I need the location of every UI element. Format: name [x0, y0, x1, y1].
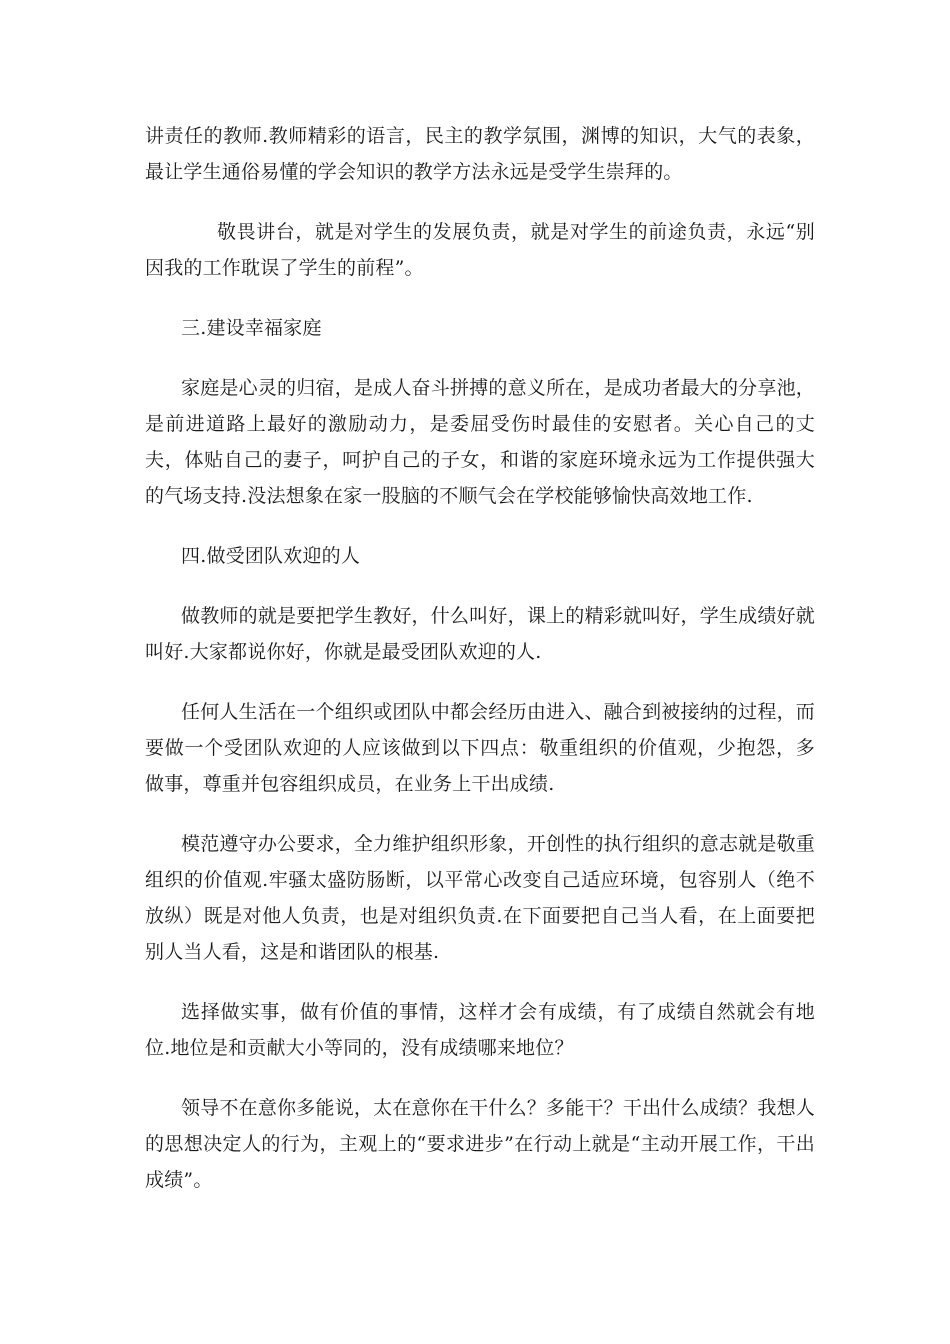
- paragraph-four-points: 任何人生活在一个组织或团队中都会经历由进入、融合到被接纳的过程，而要做一个受团队欢迎的人应该做到以下四点：敬重组织的价值观，少抱怨，多做事，尊重并包容组织成员，在业务上干出成绩.: [145, 701, 815, 795]
- section-heading-team-welcome: 四.做受团队欢迎的人: [181, 545, 361, 567]
- document-body: [145, 118, 815, 1222]
- paragraph-organization-values: 模范遵守办公要求，全力维护组织形象，开创性的执行组织的意志就是敬重组织的价值观.牢骚太盛防肠断，以平常心改变自己适应环境，包容别人（绝不放纵）既是对他人负责，也是对组织负责.在下面要把自己当人看，在上面要把别人当人看，这是和谐团队的根基.: [145, 833, 815, 963]
- paragraph-family: 家庭是心灵的归宿，是成人奋斗拼搏的意义所在，是成功者最大的分享池，是前进道路上最好的激励动力，是委屈受伤时最佳的安慰者。关心自己的丈夫，体贴自己的妻子，呵护自己的子女，和谐的家庭环境永远为工作提供强大的气场支持.没法想象在家一股脑的不顺气会在学校能够愉快高效地工作.: [145, 377, 815, 507]
- paragraph-respect-podium: 敬畏讲台，就是对学生的发展负责，就是对学生的前途负责，永远“别因我的工作耽误了学生的前程”。: [145, 221, 815, 279]
- paragraph-continuation: 讲责任的教师.教师精彩的语言，民主的教学氛围，渊博的知识，大气的表象，最让学生通俗易懂的学会知识的教学方法永远是受学生崇拜的。: [145, 125, 815, 183]
- paragraph-teacher-good: 做教师的就是要把学生教好，什么叫好，课上的精彩就叫好，学生成绩好就叫好.大家都说你好，你就是最受团队欢迎的人.: [145, 605, 815, 663]
- paragraph-do-real-work: 选择做实事，做有价值的事情，这样才会有成绩，有了成绩自然就会有地位.地位是和贡献大小等同的，没有成绩哪来地位？: [145, 1001, 815, 1059]
- section-heading-happy-family: 三.建设幸福家庭: [181, 317, 322, 339]
- paragraph-leadership: 领导不在意你多能说，太在意你在干什么？多能干？干出什么成绩？我想人的思想决定人的行为，主观上的“要求进步”在行动上就是“主动开展工作，干出成绩”。: [145, 1097, 815, 1191]
